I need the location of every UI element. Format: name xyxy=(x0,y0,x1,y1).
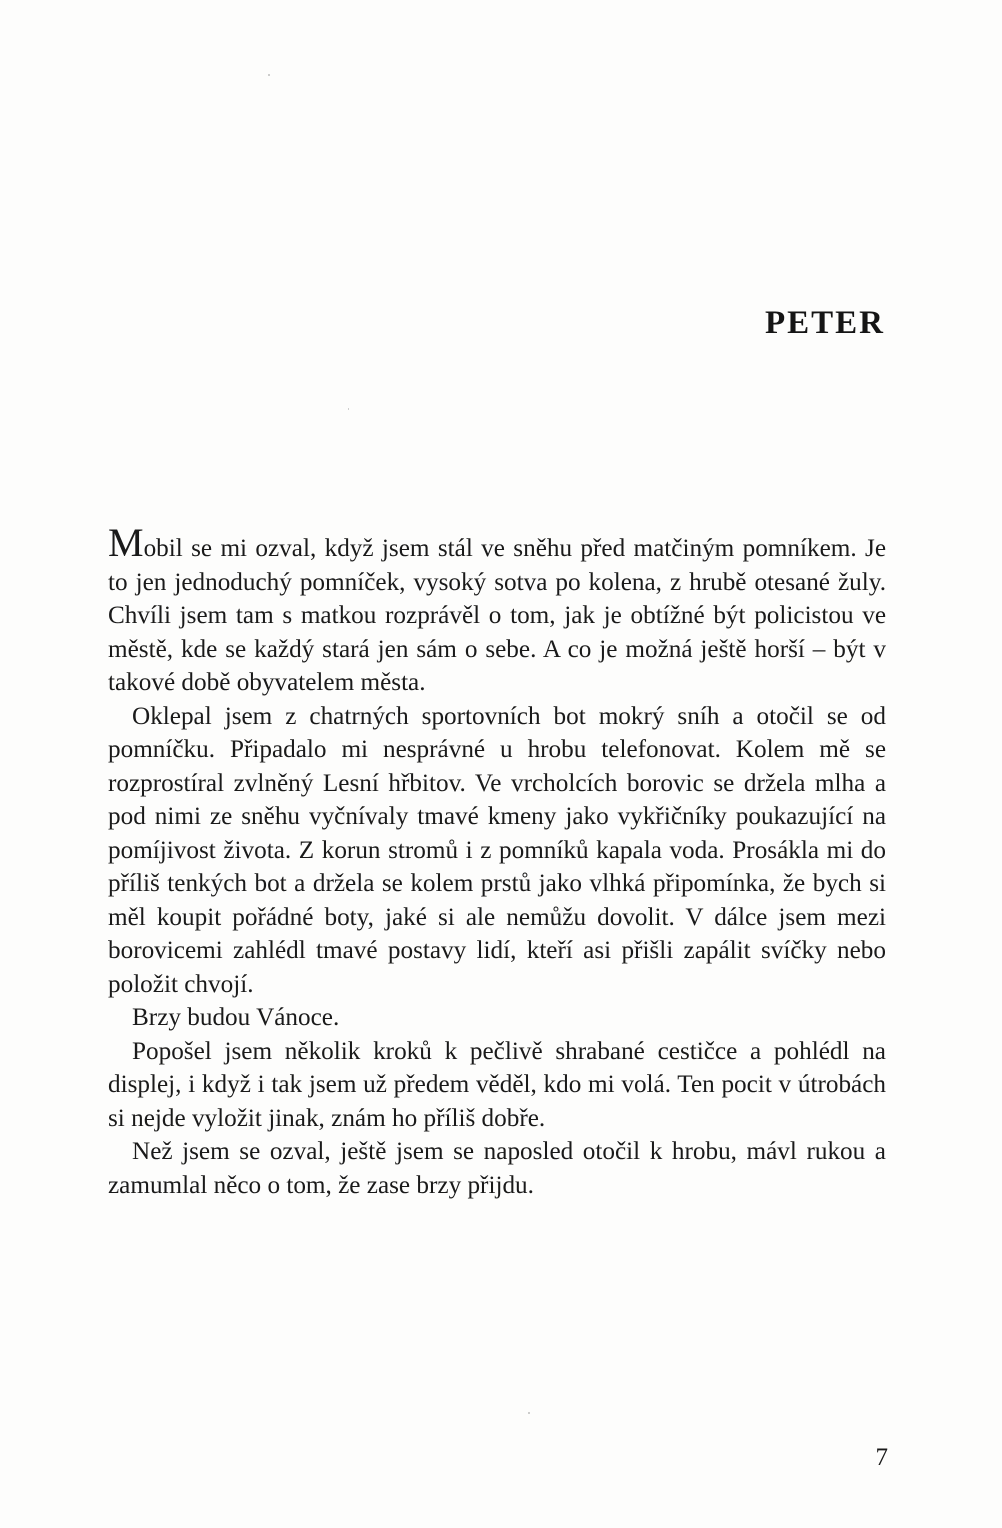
paragraph-1 xyxy=(108,520,886,700)
chapter-title: PETER xyxy=(764,305,885,341)
body-text xyxy=(108,520,886,1202)
paragraph-5: Než jsem se ozval, ještě jsem se naposled otočil k hrobu, mávl rukou a zamumlal něco o tom, že zase brzy přijdu. xyxy=(108,1138,886,1199)
paper-speck xyxy=(348,408,349,410)
paper-speck xyxy=(528,1412,530,1414)
paper-speck xyxy=(268,74,270,76)
drop-cap: M xyxy=(108,520,144,565)
paragraph-1-text: obil se mi ozval, když jsem stál ve sněhu před matčiným pomníkem. Je to jen jednoduchý pomníček, vysoký sotva po kolena, z hrubě otesané žuly. Chvíli jsem tam s matkou rozprávěl o tom, jak je obtížné být policistou ve městě, kde se každý stará jen sám o sebe. A co je možná ještě horší – být v takové době obyvatelem města. xyxy=(108,535,886,696)
paragraph-3: Brzy budou Vánoce. xyxy=(132,1004,340,1031)
page-number: 7 xyxy=(875,1444,888,1471)
paragraph-4: Popošel jsem několik kroků k pečlivě shrabané cestičce a pohlédl na displej, i když i tak jsem už předem věděl, kdo mi volá. Ten pocit v útrobách si nejde vyložit jinak, znám ho příliš dobře. xyxy=(108,1037,886,1132)
paragraph-2: Oklepal jsem z chatrných sportovních bot mokrý sníh a otočil se od pomníčku. Připadalo mi nesprávné u hrobu telefonovat. Kolem mě se rozprostíral zvlněný Lesní hřbitov. Ve vrcholcích borovic se držela mlha a pod nimi ze sněhu vyčnívaly tmavé kmeny jako vykřičníky poukazující na pomíjivost života. Z korun stromů i z pomníků kapala voda. Prosákla mi do příliš tenkých bot a držela se kolem prstů jako vlhká připomínka, že bych si měl koupit pořádné boty, jaké si ale nemůžu dovolit. V dálce jsem mezi borovicemi zahlédl tmavé postavy lidí, kteří asi přišli zapálit svíčky nebo položit chvojí. xyxy=(108,702,886,998)
